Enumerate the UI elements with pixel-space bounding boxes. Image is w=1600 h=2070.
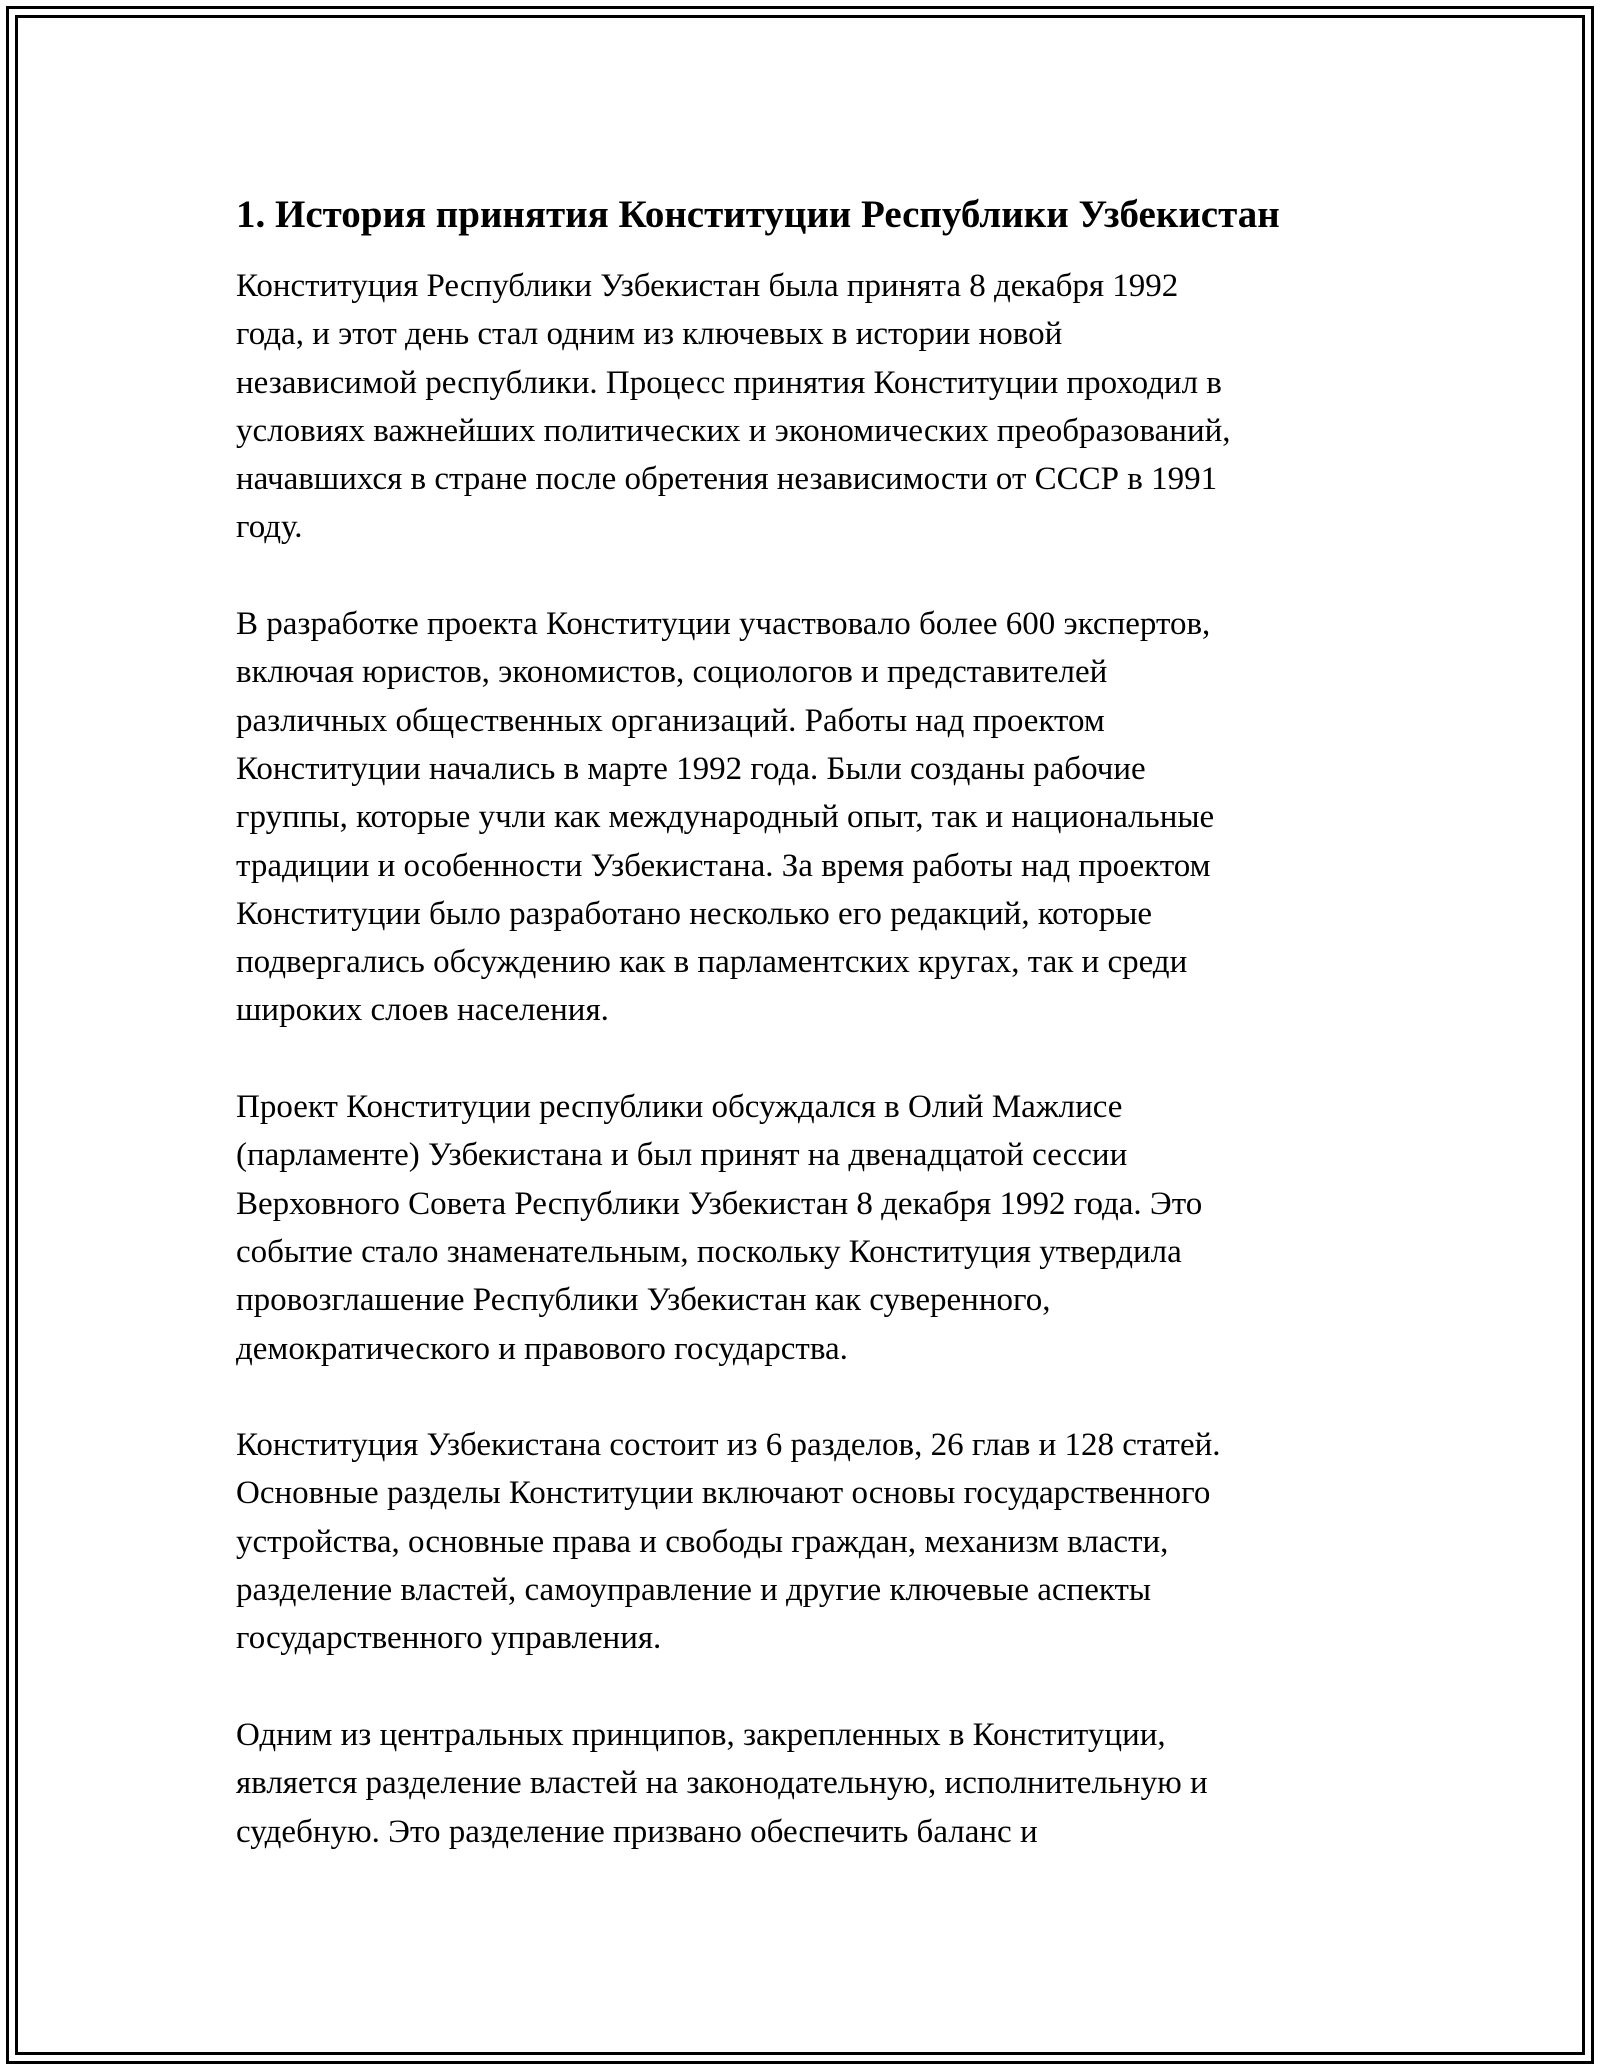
text-line: Конституции было разработано несколько его редакций, которые [236, 895, 1153, 932]
document-body [236, 190, 1396, 1904]
paragraph-separation-of-powers [236, 1711, 1396, 1856]
text-line: независимой республики. Процесс принятия Конституции проходил в [236, 364, 1222, 401]
text-line: включая юристов, экономистов, социологов и представителей [236, 654, 1108, 691]
text-line: Проект Конституции республики обсуждался в Олий Мажлисе [236, 1089, 1123, 1126]
text-line: Основные разделы Конституции включают основы государственного [236, 1475, 1211, 1512]
paragraph-adoption-date [236, 262, 1396, 552]
text-line: (парламенте) Узбекистана и был принят на двенадцатой сессии [236, 1137, 1128, 1174]
text-line: Конституции начались в марте 1992 года. Были созданы рабочие [236, 750, 1146, 787]
text-line: разделение властей, самоуправление и другие ключевые аспекты [236, 1572, 1152, 1609]
text-line: группы, которые учли как международный опыт, так и национальные [236, 799, 1215, 836]
text-line: Конституция Узбекистана состоит из 6 разделов, 26 глав и 128 статей. [236, 1427, 1221, 1464]
text-line: провозглашение Республики Узбекистан как суверенного, [236, 1282, 1051, 1319]
text-line: года, и этот день стал одним из ключевых в истории новой [236, 316, 1063, 353]
paragraph-discussion [236, 1083, 1396, 1373]
text-line: В разработке проекта Конституции участвовало более 600 экспертов, [236, 606, 1211, 643]
text-line: демократического и правового государства. [236, 1330, 848, 1367]
text-line: году. [236, 509, 303, 546]
text-line: государственного управления. [236, 1620, 662, 1657]
text-line: широких слоев населения. [236, 992, 609, 1029]
text-line: традиции и особенности Узбекистана. За время работы над проектом [236, 847, 1211, 884]
text-line: Верховного Совета Республики Узбекистан 8 декабря 1992 года. Это [236, 1185, 1203, 1222]
paragraph-drafting [236, 600, 1396, 1035]
text-line: событие стало знаменательным, поскольку Конституция утвердила [236, 1233, 1182, 1270]
document-title: 1. История принятия Конституции Республики Узбекистан [236, 193, 1280, 236]
text-line: Конституция Республики Узбекистан была принята 8 декабря 1992 [236, 268, 1179, 304]
text-line: подвергались обсуждению как в парламентских кругах, так и среди [236, 944, 1188, 981]
paragraph-structure [236, 1421, 1396, 1662]
text-line: устройства, основные права и свободы граждан, механизм власти, [236, 1523, 1169, 1560]
text-line: начавшихся в стране после обретения независимости от СССР в 1991 [236, 461, 1218, 498]
text-line: условиях важнейших политических и экономических преобразований, [236, 412, 1231, 449]
text-line: судебную. Это разделение призвано обеспечить баланс и [236, 1813, 1038, 1850]
text-line: является разделение властей на законодательную, исполнительную и [236, 1765, 1208, 1802]
text-line: Одним из центральных принципов, закрепленных в Конституции, [236, 1716, 1166, 1753]
text-line: различных общественных организаций. Работы над проектом [236, 702, 1105, 739]
